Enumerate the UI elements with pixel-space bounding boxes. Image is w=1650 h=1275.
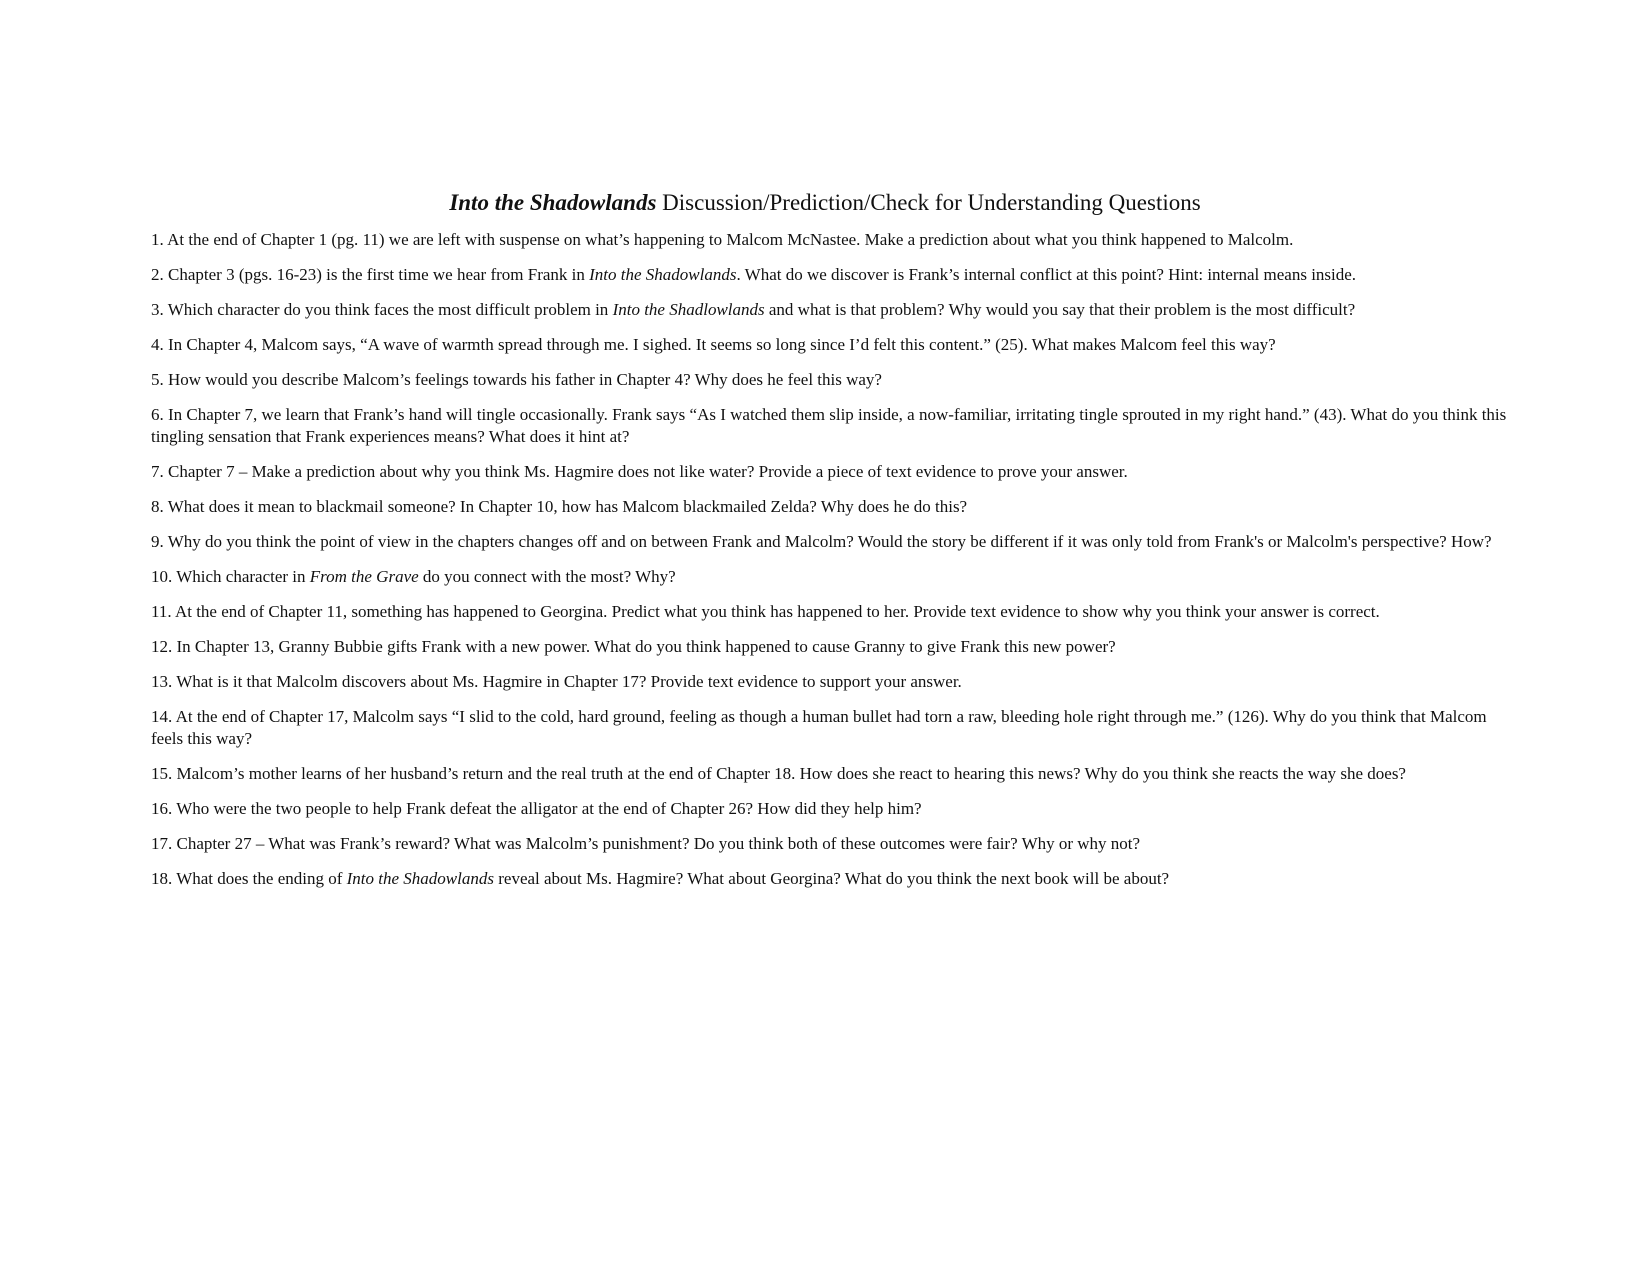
question-text: What does it mean to blackmail someone? In Chapter 10, how has Malcom blackmailed Zelda? Why does he do this? xyxy=(167,497,968,516)
question-text: and what is that problem? Why would you say that their problem is the most difficult? xyxy=(764,300,1356,319)
question-number: 7. xyxy=(151,462,168,481)
question-number: 1. xyxy=(151,230,168,249)
question-item xyxy=(151,636,1511,658)
question-text: In Chapter 4, Malcom says, “A wave of warmth spread through me. I sighed. It seems so long since I’d felt this content.” (25). What makes Malcom feel this way? xyxy=(168,335,1276,354)
question-item xyxy=(151,763,1511,785)
question-item xyxy=(151,404,1511,448)
question-text: reveal about Ms. Hagmire? What about Georgina? What do you think the next book will be about? xyxy=(493,869,1170,888)
book-title-italic: From the Grave xyxy=(309,567,419,586)
question-text: Why do you think the point of view in the chapters changes off and on between Frank and Malcolm? Would the story be different if it was only told from Frank's or Malcolm's perspective? How? xyxy=(167,532,1492,551)
question-number: 15. xyxy=(151,764,177,783)
page-title xyxy=(0,188,1650,218)
question-number: 11. xyxy=(151,602,175,621)
question-number: 9. xyxy=(151,532,168,551)
question-number: 5. xyxy=(151,370,168,389)
question-number: 12. xyxy=(151,637,177,656)
question-text: Chapter 7 – Make a prediction about why you think Ms. Hagmire does not like water? Provide a piece of text evidence to prove your answer. xyxy=(168,462,1128,481)
question-item xyxy=(151,601,1511,623)
question-text: How would you describe Malcom’s feelings towards his father in Chapter 4? Why does he feel this way? xyxy=(168,370,882,389)
question-number: 2. xyxy=(151,265,168,284)
question-number: 17. xyxy=(151,834,177,853)
question-number: 4. xyxy=(151,335,168,354)
question-text: In Chapter 13, Granny Bubbie gifts Frank with a new power. What do you think happened to cause Granny to give Frank this new power? xyxy=(176,637,1116,656)
question-list xyxy=(151,229,1511,903)
question-item xyxy=(151,868,1511,890)
question-text: do you connect with the most? Why? xyxy=(418,567,676,586)
book-title: Into the Shadowlands xyxy=(449,190,657,215)
question-text: What does the ending of xyxy=(176,869,347,888)
title-text: Discussion/Prediction/Check for Understanding Questions xyxy=(656,190,1201,215)
question-item xyxy=(151,671,1511,693)
question-text: In Chapter 7, we learn that Frank’s hand will tingle occasionally. Frank says “As I watched them slip inside, a now-familiar, irritating tingle sprouted in my right hand.” (43). What do you think this tingling sensation that Frank experiences means? What does it hint at? xyxy=(151,405,1507,446)
question-text: . What do we discover is Frank’s internal conflict at this point? Hint: internal means inside. xyxy=(736,265,1357,284)
question-text: Chapter 27 – What was Frank’s reward? What was Malcolm’s punishment? Do you think both of these outcomes were fair? Why or why not? xyxy=(176,834,1141,853)
question-number: 3. xyxy=(151,300,168,319)
question-item xyxy=(151,264,1511,286)
question-item xyxy=(151,496,1511,518)
question-item xyxy=(151,833,1511,855)
question-number: 14. xyxy=(151,707,176,726)
book-title-italic: Into the Shadowlands xyxy=(589,265,737,284)
question-item xyxy=(151,706,1511,750)
question-text: Which character do you think faces the most difficult problem in xyxy=(167,300,613,319)
book-title-italic: Into the Shadlowlands xyxy=(612,300,765,319)
question-text: What is it that Malcolm discovers about Ms. Hagmire in Chapter 17? Provide text evidence to support your answer. xyxy=(176,672,962,691)
question-text: At the end of Chapter 17, Malcolm says “I slid to the cold, hard ground, feeling as though a human bullet had torn a raw, bleeding hole right through me.” (126). Why do you think that Malcom feels this way? xyxy=(151,707,1487,748)
question-item xyxy=(151,299,1511,321)
question-item xyxy=(151,798,1511,820)
question-text: Who were the two people to help Frank defeat the alligator at the end of Chapter 26? How did they help him? xyxy=(176,799,922,818)
book-title-italic: Into the Shadowlands xyxy=(346,869,494,888)
question-item xyxy=(151,369,1511,391)
question-number: 18. xyxy=(151,869,177,888)
question-text: Malcom’s mother learns of her husband’s return and the real truth at the end of Chapter 18. How does she react to hearing this news? Why do you think she reacts the way she does? xyxy=(176,764,1406,783)
question-item xyxy=(151,334,1511,356)
question-item xyxy=(151,566,1511,588)
question-number: 8. xyxy=(151,497,168,516)
question-item xyxy=(151,461,1511,483)
question-item xyxy=(151,531,1511,553)
question-number: 16. xyxy=(151,799,177,818)
question-item xyxy=(151,229,1511,251)
question-number: 13. xyxy=(151,672,177,691)
question-text: At the end of Chapter 11, something has happened to Georgina. Predict what you think has happened to her. Provide text evidence to show why you think your answer is correct. xyxy=(174,602,1380,621)
question-text: Chapter 3 (pgs. 16-23) is the first time we hear from Frank in xyxy=(168,265,590,284)
question-number: 10. xyxy=(151,567,177,586)
question-text: At the end of Chapter 1 (pg. 11) we are left with suspense on what’s happening to Malcom McNastee. Make a prediction about what you think happened to Malcolm. xyxy=(167,230,1294,249)
question-text: Which character in xyxy=(176,567,310,586)
question-number: 6. xyxy=(151,405,168,424)
